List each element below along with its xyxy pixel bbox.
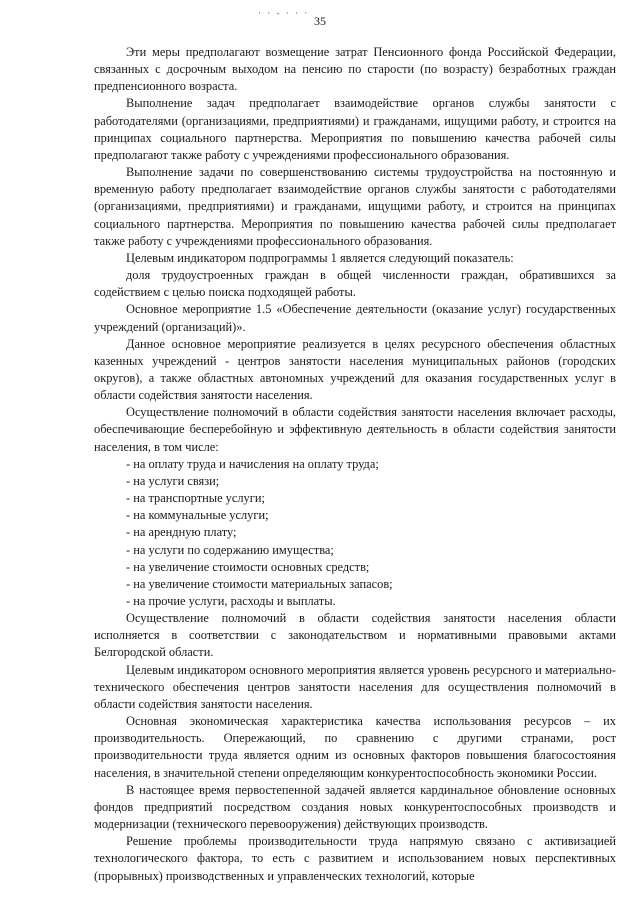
list-item: - на услуги связи; bbox=[126, 473, 220, 488]
page-number: 35 bbox=[314, 14, 326, 28]
list-item: - на транспортные услуги; bbox=[126, 491, 265, 506]
paragraph: Данное основное мероприятие реализуется в целях ресурсного обеспечения областных казенных учреждений - центров занятости населения муниципальных районов (городских округов), а также областных автономных учреждений для оказания государственных услуг в области содействия занятости населения. bbox=[94, 336, 616, 403]
paragraph: Эти меры предполагают возмещение затрат Пенсионного фонда Российской Федерации, связанных с досрочным выходом на пенсию по старости (по возрасту) безработных граждан предпенсионного возраста. bbox=[94, 45, 616, 94]
list-item: - на арендную плату; bbox=[126, 525, 237, 540]
scan-marks: · · - · · · bbox=[258, 8, 310, 18]
paragraph: В настоящее время первостепенной задачей является кардинальное обновление основных фондов предприятий посредством создания новых конкурентоспособных производств и модернизации (технического перевооружения) действующих производств. bbox=[94, 782, 616, 832]
body-text bbox=[94, 44, 616, 885]
paragraph: Основное мероприятие 1.5 «Обеспечение деятельности (оказание услуг) государственных учреждений (организаций)». bbox=[94, 302, 616, 334]
list-item: - на коммунальные услуги; bbox=[126, 508, 269, 523]
paragraph: Выполнение задачи по совершенствованию системы трудоустройства на постоянную и временную работу предполагает взаимодействие органов службы занятости с работодателями (организациями, предприятиями) и гражданами, ищущими работу, и строится на принципах социального партнерства. Мероприятия по повышению качества рабочей силы предполагает также работу с учреждениями профессионального образования. bbox=[94, 165, 616, 248]
paragraph: Решение проблемы производительности труда напрямую связано с активизацией технологического фактора, то есть с развитием и использованием новых перспективных (прорывных) производственных и управленческих технологий, которые bbox=[94, 834, 616, 883]
paragraph: Целевым индикатором основного мероприятия является уровень ресурсного и материально-технического обеспечения центров занятости населения для осуществления полномочий в области содействия занятости населения. bbox=[94, 662, 616, 711]
paragraph: Целевым индикатором подпрограммы 1 является следующий показатель: bbox=[126, 250, 514, 265]
list-item: - на оплату труда и начисления на оплату труда; bbox=[126, 456, 379, 471]
list-item: - на прочие услуги, расходы и выплаты. bbox=[126, 594, 336, 608]
paragraph: Выполнение задач предполагает взаимодействие органов службы занятости с работодателями (организациями, предприятиями) и гражданами, ищущими работу, и строится на принципах социального партнерства. Мероприятия по повышению качества рабочей силы предполагают также работу с учреждениями профессионального образования. bbox=[94, 96, 616, 162]
paragraph: Основная экономическая характеристика качества использования ресурсов – их производительность. Опережающий, по сравнению с другими странами, рост производительности труда является одним из основных факторов повышения благосостояния населения, в значительной степени определяющим конкурентоспособность экономики России. bbox=[94, 714, 616, 780]
list-item: - на услуги по содержанию имущества; bbox=[126, 542, 334, 557]
paragraph: Осуществление полномочий в области содействия занятости населения включает расходы, обеспечивающие бесперебойную и эффективную деятельность в области содействия занятости населения, в том числе: bbox=[94, 405, 616, 454]
list-item: - на увеличение стоимости основных средств; bbox=[126, 559, 370, 574]
paragraph: доля трудоустроенных граждан в общей численности граждан, обратившихся за содействием с целью поиска подходящей работы. bbox=[94, 268, 616, 300]
list-item: - на увеличение стоимости материальных запасов; bbox=[126, 576, 393, 591]
paragraph: Осуществление полномочий в области содействия занятости населения области исполняется в соответствии с законодательством и нормативными правовыми актами Белгородской области. bbox=[94, 611, 616, 660]
